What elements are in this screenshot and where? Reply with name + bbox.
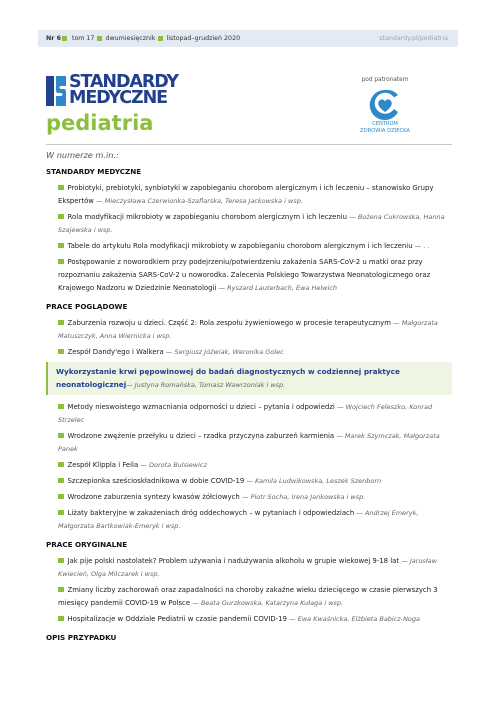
entry-title: Metody nieswoistego wzmacniania odporności u dzieci – pytania i odpowiedzi bbox=[67, 403, 335, 411]
section-heading: OPIS PRZYPADKU bbox=[46, 633, 117, 642]
entry-title: Tabele do artykułu Rola modyfikacji mikrobioty w zapobieganiu chorobom alergicznym i ich leczeniu bbox=[67, 242, 413, 250]
issue-info bbox=[46, 30, 240, 47]
issue-number: Nr 6 bbox=[46, 35, 61, 42]
section-heading: PRACE POGLĄDOWE bbox=[46, 302, 128, 311]
intro-text: W numerze m.in.: bbox=[46, 150, 119, 160]
entry-authors: — Jarosław Kwiecień, Olga Milczarek i wsp. bbox=[58, 557, 437, 578]
bullet-square-icon bbox=[58, 478, 64, 484]
volume: tom 17 bbox=[71, 35, 95, 42]
toc-entry[interactable] bbox=[58, 182, 452, 208]
frequency: dwumiesięcznik bbox=[105, 35, 156, 42]
featured-article[interactable] bbox=[46, 362, 452, 395]
toc-entry[interactable] bbox=[58, 555, 452, 581]
bullet-square-icon bbox=[58, 494, 64, 500]
toc-entry[interactable] bbox=[58, 430, 452, 456]
entry-authors: — Beata Gurzkowska, Katarzyna Kułaga i wsp. bbox=[192, 599, 344, 607]
entry-authors: — Bożena Cukrowska, Hanna Szajewska i wsp. bbox=[58, 213, 445, 234]
entry-authors: — Sergiusz Jóźwiak, Weronika Golec bbox=[165, 348, 284, 356]
entry-title: Wrodzone zaburzenia syntezy kwasów żółciowych bbox=[67, 493, 240, 501]
entry-authors: — Kamila Ludwikowska, Leszek Szenborn bbox=[246, 477, 382, 485]
bullet-square-icon bbox=[97, 36, 102, 41]
toc-entry[interactable] bbox=[58, 459, 452, 472]
toc-entry[interactable] bbox=[58, 256, 452, 295]
entry-title: Wrodzone zwężenie przełyku u dzieci – rzadka przyczyna zaburzeń karmienia bbox=[67, 432, 335, 440]
patron-label: pod patronatem bbox=[361, 77, 409, 83]
bullet-square-icon bbox=[58, 510, 64, 516]
logo-mark-icon bbox=[46, 74, 66, 108]
entry-authors: — Mieczysława Czerwionka-Szaflarska, Teresa Jackowska i wsp. bbox=[96, 197, 303, 205]
toc-entry[interactable] bbox=[58, 475, 452, 488]
featured-title: Wykorzystanie krwi pępowinowej do badań diagnostycznych w codziennej praktyce neonatologicznej bbox=[56, 367, 400, 389]
bullet-square-icon bbox=[58, 185, 64, 191]
entry-authors: — Ewa Kwaśnicka, Elżbieta Babicz-Noga bbox=[289, 615, 421, 623]
bullet-square-icon bbox=[58, 587, 64, 593]
logo-line-2: MEDYCZNE bbox=[69, 88, 168, 108]
toc-entry[interactable] bbox=[58, 240, 452, 253]
table-of-contents bbox=[46, 167, 452, 648]
bullet-square-icon bbox=[58, 616, 64, 622]
issue-header-bar bbox=[38, 30, 458, 47]
heart-c-logo-icon bbox=[367, 88, 403, 120]
bullet-square-icon bbox=[58, 404, 64, 410]
bullet-square-icon bbox=[158, 36, 163, 41]
bullet-square-icon bbox=[58, 558, 64, 564]
journal-title: pediatria bbox=[46, 111, 154, 135]
toc-entry[interactable] bbox=[58, 491, 452, 504]
entry-title: Zaburzenia rozwoju u dzieci. Część 2: Rola zespołu żywieniowego w procesie terapeutycznym bbox=[67, 319, 391, 327]
patron-name-line-1: CENTRUM bbox=[372, 121, 398, 127]
entry-title: Zespół Dandy'ego i Walkera bbox=[67, 348, 164, 356]
bullet-square-icon bbox=[58, 462, 64, 468]
section-heading: PRACE ORYGINALNE bbox=[46, 540, 128, 549]
featured-authors: — Justyna Romańska, Tomasz Wawrzoniak i wsp. bbox=[126, 381, 286, 389]
entry-title: Probiotyki, prebiotyki, synbiotyki w zapobieganiu chorobom alergicznym i ich leczeniu – stanowisko Grupy Ekspertów bbox=[58, 184, 434, 205]
toc-entry[interactable] bbox=[58, 211, 452, 237]
bullet-square-icon bbox=[58, 214, 64, 220]
entry-title: Hospitalizacje w Oddziale Pediatrii w czasie pandemii COVID-19 bbox=[67, 615, 287, 623]
bullet-square-icon bbox=[58, 243, 64, 249]
entry-authors: — Ryszard Lauterbach, Ewa Helwich bbox=[218, 284, 337, 292]
journal-url[interactable]: standardy.pl/pediatria bbox=[379, 35, 448, 42]
entry-authors: — Dorota Bulsiewicz bbox=[140, 461, 207, 469]
entry-authors: — . . bbox=[414, 242, 430, 250]
bullet-square-icon bbox=[62, 36, 67, 41]
patron-name bbox=[340, 121, 430, 135]
entry-title: Liżaty bakteryjne w zakażeniach dróg oddechowych – w pytaniach i odpowiedziach bbox=[67, 509, 355, 517]
entry-authors: — Andrzej Emeryk, Małgorzata Bartkowiak-Emeryk i wsp. bbox=[58, 509, 419, 530]
entry-title: Zmiany liczby zachorowań oraz zapadalności na choroby zakaźne wieku dziecięcego w czasie pierwszych 3 miesięcy pandemii COVID-19 w Polsce bbox=[58, 586, 438, 607]
bullet-square-icon bbox=[58, 320, 64, 326]
entry-authors: — Wojciech Feleszko, Konrad Strzelec bbox=[58, 403, 433, 424]
entry-title: Zespół Klippla i Feila bbox=[67, 461, 139, 469]
entry-title: Szczepionka sześcioskładnikowa w dobie COVID-19 bbox=[67, 477, 245, 485]
entry-authors: — Małgorzata Matuszczyk, Anna Wiernicka i wsp. bbox=[58, 319, 438, 340]
entry-authors: — Marek Szymczak, Małgorzata Panek bbox=[58, 432, 440, 453]
entry-title: Jak pije polski nastolatek? Problem używania i nadużywania alkoholu w grupie wiekowej 9-18 lat bbox=[67, 557, 400, 565]
toc-entry[interactable] bbox=[58, 346, 452, 359]
patron-name-line-2: ZDROWIA DZIECKA bbox=[360, 128, 410, 134]
toc-entry[interactable] bbox=[58, 317, 452, 343]
bullet-square-icon bbox=[58, 349, 64, 355]
toc-entry[interactable] bbox=[58, 584, 452, 610]
toc-entry[interactable] bbox=[58, 613, 452, 626]
entry-title: Rola modyfikacji mikrobioty w zapobieganiu chorobom alergicznym i ich leczeniu bbox=[67, 213, 348, 221]
logo-wordmark bbox=[69, 74, 178, 106]
toc-entry[interactable] bbox=[58, 401, 452, 427]
entry-authors: — Piotr Socha, Irena Jankowska i wsp. bbox=[242, 493, 366, 501]
logo-line-1: STANDARDY bbox=[69, 72, 178, 92]
divider bbox=[46, 144, 452, 145]
issue-period: listopad–grudzień 2020 bbox=[166, 35, 241, 42]
bullet-square-icon bbox=[58, 433, 64, 439]
toc-entry[interactable] bbox=[58, 507, 452, 533]
section-heading: STANDARDY MEDYCZNE bbox=[46, 167, 142, 176]
entry-title: Postępowanie z noworodkiem przy podejrzeniu/potwierdzeniu zakażenia SARS-CoV-2 u matki oraz przy rozpoznaniu zakażenia SARS-CoV-2 u noworodka. Zalecenia Polskiego Towarzystwa Neonatologicznego oraz Krajowego Nadzoru w Dziedzinie Neonatologii bbox=[58, 258, 431, 292]
bullet-square-icon bbox=[58, 259, 64, 265]
